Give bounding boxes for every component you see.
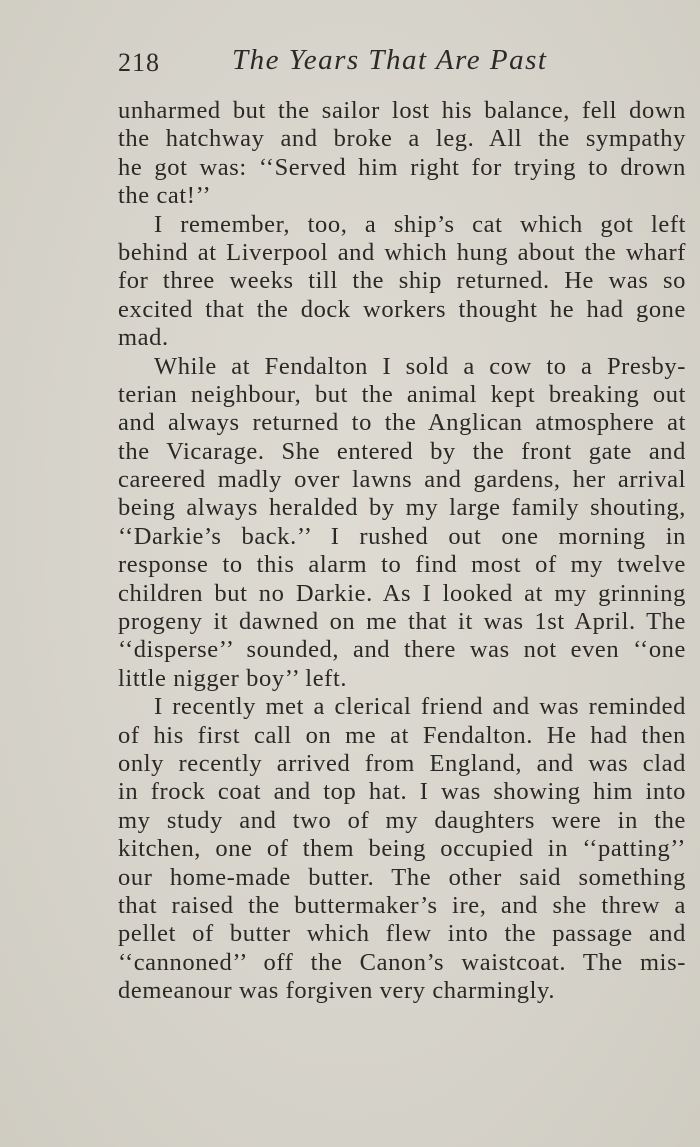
text-line: response to this alarm to find most of my twelve: [118, 551, 686, 579]
text-line: our home-made butter. The other said something: [118, 863, 686, 891]
text-line: progeny it dawned on me that it was 1st April. The: [118, 608, 686, 636]
text-line: demeanour was forgiven very charmingly.: [118, 977, 556, 1005]
text-line: mad.: [118, 324, 169, 352]
text-line: being always heralded by my large family shouting,: [118, 494, 686, 522]
text-line: the cat!’’: [118, 182, 212, 210]
text-line: excited that the dock workers thought he had gone: [118, 295, 686, 323]
text-line: the Vicarage. She entered by the front gate and: [118, 437, 686, 465]
text-line: he got was: ‘‘Served him right for trying to drown: [118, 153, 686, 181]
text-line: unharmed but the sailor lost his balance, fell down: [118, 97, 686, 124]
text-line: the hatchway and broke a leg. All the sympathy: [118, 125, 686, 153]
text-line: While at Fendalton I sold a cow to a Presby-: [154, 352, 686, 380]
text-line: my study and two of my daughters were in the: [118, 806, 686, 834]
text-line: ‘‘cannoned’’ off the Canon’s waistcoat. The mis-: [118, 948, 686, 976]
text-line: for three weeks till the ship returned. He was so: [118, 267, 686, 295]
text-line: ‘‘disperse’’ sounded, and there was not even ‘‘one: [118, 636, 686, 664]
text-line: behind at Liverpool and which hung about the wharf: [118, 238, 686, 266]
body-text: [118, 97, 686, 1006]
text-line: kitchen, one of them being occupied in ‘‘patting’’: [118, 835, 686, 863]
text-line: of his first call on me at Fendalton. He had then: [118, 721, 686, 749]
text-line: in frock coat and top hat. I was showing him into: [118, 778, 686, 806]
text-line: ‘‘Darkie’s back.’’ I rushed out one morning in: [118, 522, 686, 550]
text-line: I remember, too, a ship’s cat which got left: [154, 210, 686, 238]
text-line: and always returned to the Anglican atmosphere at: [118, 409, 686, 437]
text-line: terian neighbour, but the animal kept breaking out: [118, 380, 686, 408]
text-line: careered madly over lawns and gardens, her arrival: [118, 466, 686, 494]
text-line: only recently arrived from England, and was clad: [118, 749, 686, 777]
text-line: I recently met a clerical friend and was reminded: [154, 693, 686, 721]
text-line: that raised the buttermaker’s ire, and she threw a: [118, 891, 686, 919]
running-head: The Years That Are Past: [232, 44, 548, 76]
text-line: little nigger boy’’ left.: [118, 664, 348, 692]
text-line: children but no Darkie. As I looked at my grinning: [118, 579, 686, 607]
text-line: pellet of butter which flew into the passage and: [118, 920, 686, 948]
page-number: 218: [118, 48, 160, 77]
page-header: [118, 44, 578, 84]
